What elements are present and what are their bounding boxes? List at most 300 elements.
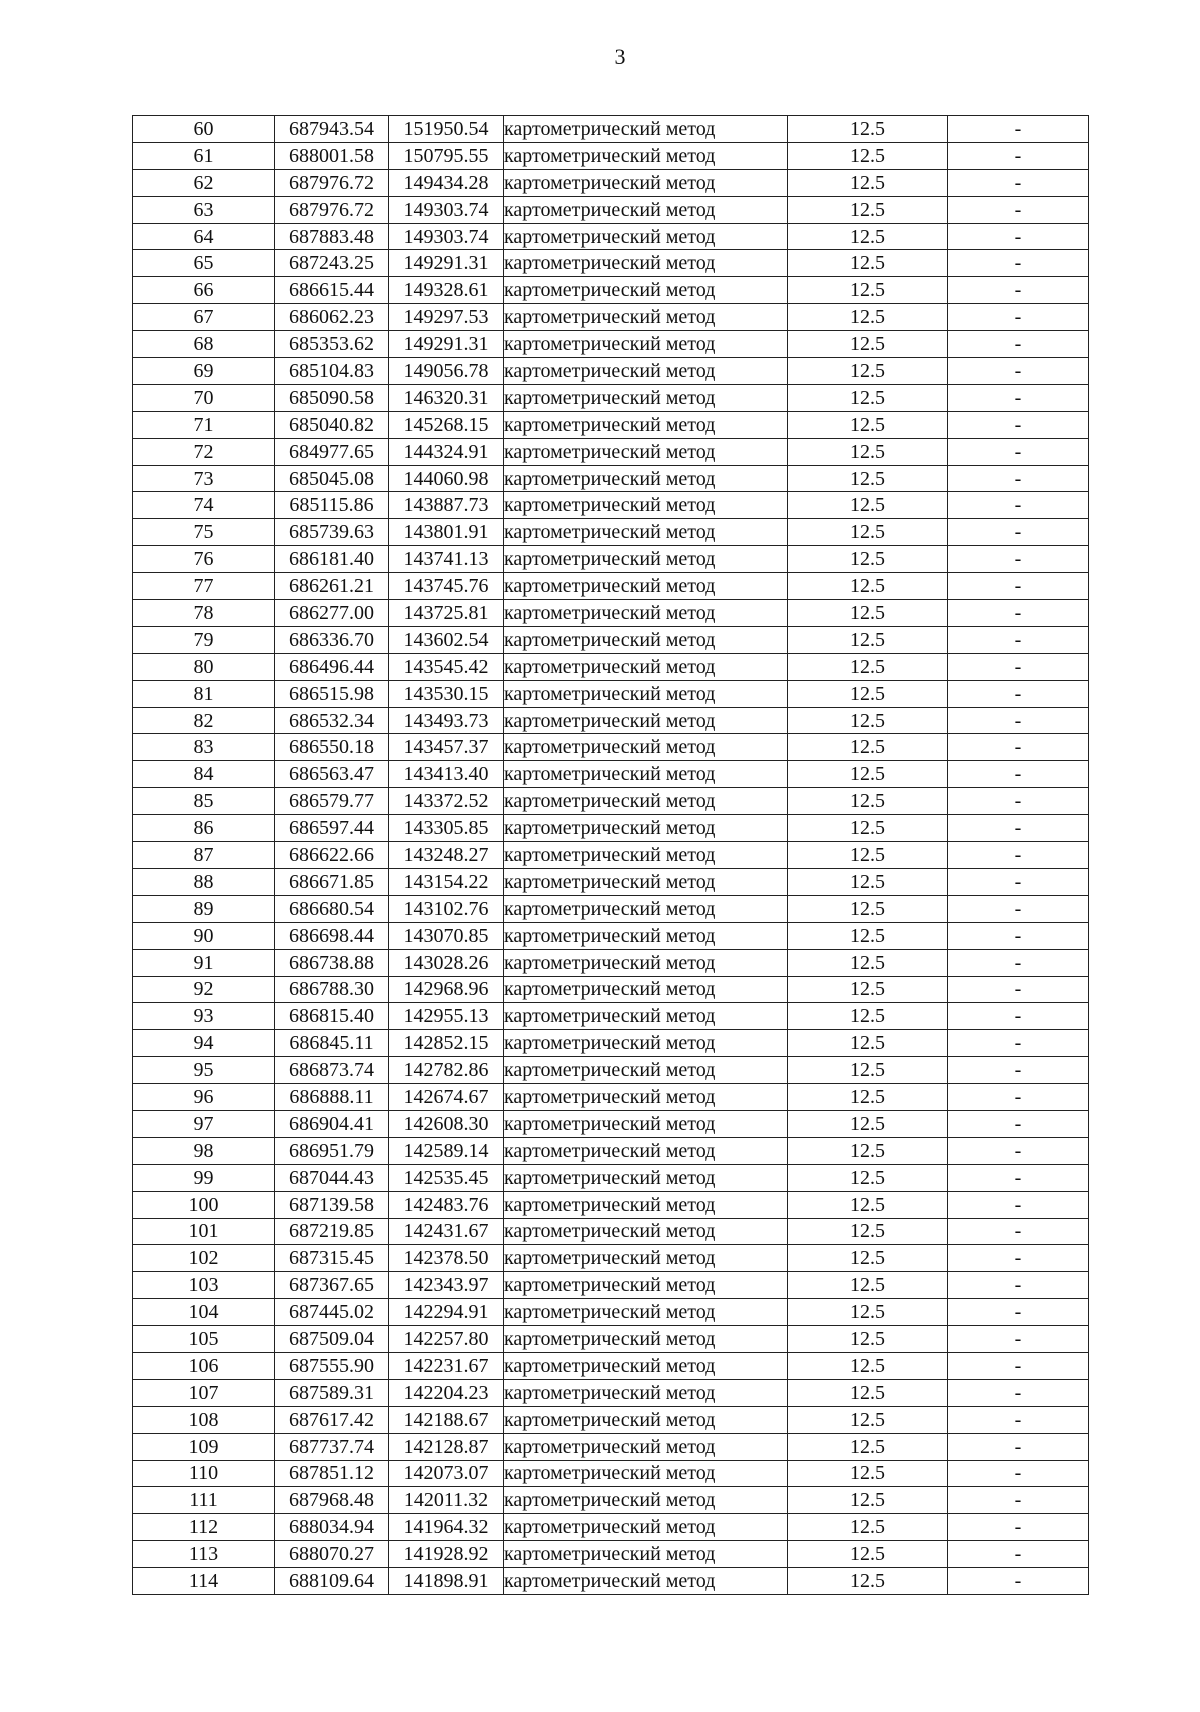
accuracy-cell: 12.5 [788, 223, 948, 250]
x-coordinate-cell: 687589.31 [275, 1379, 389, 1406]
accuracy-cell: 12.5 [788, 1379, 948, 1406]
y-coordinate-cell: 142483.76 [389, 1191, 504, 1218]
table-row [133, 1057, 1089, 1084]
point-number-cell: 102 [133, 1245, 275, 1272]
method-cell: картометрический метод [504, 1191, 788, 1218]
description-cell: - [948, 1433, 1089, 1460]
y-coordinate-cell: 142431.67 [389, 1218, 504, 1245]
point-number-cell: 103 [133, 1272, 275, 1299]
method-cell: картометрический метод [504, 734, 788, 761]
table-row [133, 868, 1089, 895]
description-cell: - [948, 949, 1089, 976]
accuracy-cell: 12.5 [788, 465, 948, 492]
y-coordinate-cell: 142204.23 [389, 1379, 504, 1406]
accuracy-cell: 12.5 [788, 1299, 948, 1326]
description-cell: - [948, 1030, 1089, 1057]
table-row [133, 707, 1089, 734]
table-row [133, 922, 1089, 949]
point-number-cell: 78 [133, 600, 275, 627]
point-number-cell: 95 [133, 1057, 275, 1084]
x-coordinate-cell: 686550.18 [275, 734, 389, 761]
accuracy-cell: 12.5 [788, 1218, 948, 1245]
table-row [133, 1514, 1089, 1541]
x-coordinate-cell: 687968.48 [275, 1487, 389, 1514]
method-cell: картометрический метод [504, 680, 788, 707]
table-row [133, 116, 1089, 143]
method-cell: картометрический метод [504, 358, 788, 385]
table-row [133, 1568, 1089, 1595]
accuracy-cell: 12.5 [788, 653, 948, 680]
accuracy-cell: 12.5 [788, 438, 948, 465]
method-cell: картометрический метод [504, 1460, 788, 1487]
method-cell: картометрический метод [504, 1514, 788, 1541]
accuracy-cell: 12.5 [788, 1084, 948, 1111]
method-cell: картометрический метод [504, 1406, 788, 1433]
accuracy-cell: 12.5 [788, 842, 948, 869]
y-coordinate-cell: 142294.91 [389, 1299, 504, 1326]
method-cell: картометрический метод [504, 250, 788, 277]
y-coordinate-cell: 142608.30 [389, 1110, 504, 1137]
point-number-cell: 87 [133, 842, 275, 869]
x-coordinate-cell: 686904.41 [275, 1110, 389, 1137]
y-coordinate-cell: 142011.32 [389, 1487, 504, 1514]
y-coordinate-cell: 142378.50 [389, 1245, 504, 1272]
accuracy-cell: 12.5 [788, 626, 948, 653]
method-cell: картометрический метод [504, 1379, 788, 1406]
x-coordinate-cell: 686579.77 [275, 788, 389, 815]
x-coordinate-cell: 687219.85 [275, 1218, 389, 1245]
accuracy-cell: 12.5 [788, 1003, 948, 1030]
description-cell: - [948, 1191, 1089, 1218]
y-coordinate-cell: 143725.81 [389, 600, 504, 627]
coordinates-table [132, 115, 1089, 1595]
method-cell: картометрический метод [504, 922, 788, 949]
y-coordinate-cell: 149291.31 [389, 250, 504, 277]
x-coordinate-cell: 686597.44 [275, 815, 389, 842]
description-cell: - [948, 250, 1089, 277]
method-cell: картометрический метод [504, 1110, 788, 1137]
table-row [133, 842, 1089, 869]
x-coordinate-cell: 686671.85 [275, 868, 389, 895]
description-cell: - [948, 1164, 1089, 1191]
y-coordinate-cell: 149291.31 [389, 331, 504, 358]
method-cell: картометрический метод [504, 1245, 788, 1272]
method-cell: картометрический метод [504, 1137, 788, 1164]
accuracy-cell: 12.5 [788, 142, 948, 169]
point-number-cell: 108 [133, 1406, 275, 1433]
description-cell: - [948, 1406, 1089, 1433]
description-cell: - [948, 626, 1089, 653]
table-row [133, 331, 1089, 358]
y-coordinate-cell: 143413.40 [389, 761, 504, 788]
y-coordinate-cell: 149328.61 [389, 277, 504, 304]
point-number-cell: 81 [133, 680, 275, 707]
y-coordinate-cell: 144324.91 [389, 438, 504, 465]
accuracy-cell: 12.5 [788, 1460, 948, 1487]
description-cell: - [948, 1084, 1089, 1111]
description-cell: - [948, 358, 1089, 385]
y-coordinate-cell: 142231.67 [389, 1352, 504, 1379]
y-coordinate-cell: 145268.15 [389, 411, 504, 438]
point-number-cell: 89 [133, 895, 275, 922]
method-cell: картометрический метод [504, 277, 788, 304]
accuracy-cell: 12.5 [788, 411, 948, 438]
y-coordinate-cell: 149303.74 [389, 223, 504, 250]
description-cell: - [948, 1299, 1089, 1326]
y-coordinate-cell: 142955.13 [389, 1003, 504, 1030]
point-number-cell: 111 [133, 1487, 275, 1514]
method-cell: картометрический метод [504, 546, 788, 573]
point-number-cell: 71 [133, 411, 275, 438]
accuracy-cell: 12.5 [788, 1514, 948, 1541]
method-cell: картометрический метод [504, 1084, 788, 1111]
x-coordinate-cell: 686181.40 [275, 546, 389, 573]
method-cell: картометрический метод [504, 223, 788, 250]
x-coordinate-cell: 688001.58 [275, 142, 389, 169]
y-coordinate-cell: 143602.54 [389, 626, 504, 653]
y-coordinate-cell: 143154.22 [389, 868, 504, 895]
y-coordinate-cell: 149303.74 [389, 196, 504, 223]
description-cell: - [948, 1326, 1089, 1353]
accuracy-cell: 12.5 [788, 1433, 948, 1460]
description-cell: - [948, 761, 1089, 788]
table-row [133, 1030, 1089, 1057]
point-number-cell: 98 [133, 1137, 275, 1164]
accuracy-cell: 12.5 [788, 734, 948, 761]
description-cell: - [948, 411, 1089, 438]
description-cell: - [948, 492, 1089, 519]
point-number-cell: 77 [133, 573, 275, 600]
table-row [133, 1352, 1089, 1379]
method-cell: картометрический метод [504, 169, 788, 196]
table-row [133, 1003, 1089, 1030]
accuracy-cell: 12.5 [788, 868, 948, 895]
x-coordinate-cell: 685739.63 [275, 519, 389, 546]
x-coordinate-cell: 687445.02 [275, 1299, 389, 1326]
method-cell: картометрический метод [504, 1326, 788, 1353]
table-row [133, 815, 1089, 842]
y-coordinate-cell: 142535.45 [389, 1164, 504, 1191]
y-coordinate-cell: 143741.13 [389, 546, 504, 573]
point-number-cell: 113 [133, 1541, 275, 1568]
method-cell: картометрический метод [504, 842, 788, 869]
description-cell: - [948, 734, 1089, 761]
description-cell: - [948, 1003, 1089, 1030]
point-number-cell: 88 [133, 868, 275, 895]
x-coordinate-cell: 686496.44 [275, 653, 389, 680]
description-cell: - [948, 196, 1089, 223]
description-cell: - [948, 976, 1089, 1003]
description-cell: - [948, 707, 1089, 734]
x-coordinate-cell: 685045.08 [275, 465, 389, 492]
y-coordinate-cell: 142257.80 [389, 1326, 504, 1353]
accuracy-cell: 12.5 [788, 116, 948, 143]
accuracy-cell: 12.5 [788, 1191, 948, 1218]
description-cell: - [948, 1352, 1089, 1379]
x-coordinate-cell: 686261.21 [275, 573, 389, 600]
point-number-cell: 85 [133, 788, 275, 815]
point-number-cell: 79 [133, 626, 275, 653]
table-row [133, 1406, 1089, 1433]
table-row [133, 546, 1089, 573]
point-number-cell: 114 [133, 1568, 275, 1595]
description-cell: - [948, 304, 1089, 331]
method-cell: картометрический метод [504, 653, 788, 680]
table-row [133, 384, 1089, 411]
point-number-cell: 76 [133, 546, 275, 573]
accuracy-cell: 12.5 [788, 358, 948, 385]
description-cell: - [948, 223, 1089, 250]
description-cell: - [948, 600, 1089, 627]
x-coordinate-cell: 685040.82 [275, 411, 389, 438]
x-coordinate-cell: 686336.70 [275, 626, 389, 653]
description-cell: - [948, 384, 1089, 411]
x-coordinate-cell: 686888.11 [275, 1084, 389, 1111]
method-cell: картометрический метод [504, 707, 788, 734]
point-number-cell: 104 [133, 1299, 275, 1326]
description-cell: - [948, 1379, 1089, 1406]
point-number-cell: 64 [133, 223, 275, 250]
x-coordinate-cell: 688109.64 [275, 1568, 389, 1595]
accuracy-cell: 12.5 [788, 1326, 948, 1353]
y-coordinate-cell: 143102.76 [389, 895, 504, 922]
table-row [133, 734, 1089, 761]
table-row [133, 223, 1089, 250]
method-cell: картометрический метод [504, 1352, 788, 1379]
y-coordinate-cell: 141964.32 [389, 1514, 504, 1541]
table-row [133, 1487, 1089, 1514]
point-number-cell: 84 [133, 761, 275, 788]
accuracy-cell: 12.5 [788, 788, 948, 815]
x-coordinate-cell: 687367.65 [275, 1272, 389, 1299]
table-row [133, 788, 1089, 815]
table-row [133, 600, 1089, 627]
y-coordinate-cell: 143248.27 [389, 842, 504, 869]
table-row [133, 277, 1089, 304]
accuracy-cell: 12.5 [788, 519, 948, 546]
coordinates-table-body [133, 116, 1089, 1595]
y-coordinate-cell: 141928.92 [389, 1541, 504, 1568]
method-cell: картометрический метод [504, 1164, 788, 1191]
y-coordinate-cell: 143372.52 [389, 788, 504, 815]
method-cell: картометрический метод [504, 1299, 788, 1326]
accuracy-cell: 12.5 [788, 1352, 948, 1379]
table-row [133, 1379, 1089, 1406]
table-row [133, 895, 1089, 922]
point-number-cell: 101 [133, 1218, 275, 1245]
x-coordinate-cell: 688070.27 [275, 1541, 389, 1568]
y-coordinate-cell: 142852.15 [389, 1030, 504, 1057]
method-cell: картометрический метод [504, 492, 788, 519]
table-row [133, 358, 1089, 385]
description-cell: - [948, 277, 1089, 304]
table-row [133, 196, 1089, 223]
accuracy-cell: 12.5 [788, 546, 948, 573]
table-row [133, 626, 1089, 653]
method-cell: картометрический метод [504, 116, 788, 143]
description-cell: - [948, 1110, 1089, 1137]
point-number-cell: 60 [133, 116, 275, 143]
point-number-cell: 97 [133, 1110, 275, 1137]
accuracy-cell: 12.5 [788, 1272, 948, 1299]
description-cell: - [948, 1272, 1089, 1299]
point-number-cell: 69 [133, 358, 275, 385]
method-cell: картометрический метод [504, 519, 788, 546]
table-row [133, 1218, 1089, 1245]
table-row [133, 1326, 1089, 1353]
accuracy-cell: 12.5 [788, 196, 948, 223]
x-coordinate-cell: 688034.94 [275, 1514, 389, 1541]
table-row [133, 465, 1089, 492]
accuracy-cell: 12.5 [788, 1164, 948, 1191]
accuracy-cell: 12.5 [788, 331, 948, 358]
point-number-cell: 75 [133, 519, 275, 546]
page-number: 3 [614, 44, 626, 69]
x-coordinate-cell: 687737.74 [275, 1433, 389, 1460]
accuracy-cell: 12.5 [788, 169, 948, 196]
x-coordinate-cell: 687315.45 [275, 1245, 389, 1272]
y-coordinate-cell: 149056.78 [389, 358, 504, 385]
accuracy-cell: 12.5 [788, 573, 948, 600]
x-coordinate-cell: 687943.54 [275, 116, 389, 143]
accuracy-cell: 12.5 [788, 922, 948, 949]
y-coordinate-cell: 149434.28 [389, 169, 504, 196]
x-coordinate-cell: 685090.58 [275, 384, 389, 411]
point-number-cell: 82 [133, 707, 275, 734]
accuracy-cell: 12.5 [788, 949, 948, 976]
description-cell: - [948, 519, 1089, 546]
x-coordinate-cell: 686845.11 [275, 1030, 389, 1057]
table-row [133, 573, 1089, 600]
table-row [133, 976, 1089, 1003]
x-coordinate-cell: 687851.12 [275, 1460, 389, 1487]
method-cell: картометрический метод [504, 1218, 788, 1245]
accuracy-cell: 12.5 [788, 1030, 948, 1057]
y-coordinate-cell: 143028.26 [389, 949, 504, 976]
description-cell: - [948, 573, 1089, 600]
point-number-cell: 80 [133, 653, 275, 680]
accuracy-cell: 12.5 [788, 384, 948, 411]
y-coordinate-cell: 150795.55 [389, 142, 504, 169]
table-row [133, 169, 1089, 196]
y-coordinate-cell: 142128.87 [389, 1433, 504, 1460]
x-coordinate-cell: 686062.23 [275, 304, 389, 331]
accuracy-cell: 12.5 [788, 1137, 948, 1164]
method-cell: картометрический метод [504, 761, 788, 788]
y-coordinate-cell: 143530.15 [389, 680, 504, 707]
y-coordinate-cell: 146320.31 [389, 384, 504, 411]
x-coordinate-cell: 685115.86 [275, 492, 389, 519]
y-coordinate-cell: 143305.85 [389, 815, 504, 842]
accuracy-cell: 12.5 [788, 1057, 948, 1084]
y-coordinate-cell: 143801.91 [389, 519, 504, 546]
point-number-cell: 83 [133, 734, 275, 761]
description-cell: - [948, 546, 1089, 573]
description-cell: - [948, 1218, 1089, 1245]
y-coordinate-cell: 141898.91 [389, 1568, 504, 1595]
description-cell: - [948, 1245, 1089, 1272]
x-coordinate-cell: 687883.48 [275, 223, 389, 250]
point-number-cell: 99 [133, 1164, 275, 1191]
method-cell: картометрический метод [504, 1568, 788, 1595]
point-number-cell: 107 [133, 1379, 275, 1406]
point-number-cell: 112 [133, 1514, 275, 1541]
x-coordinate-cell: 686698.44 [275, 922, 389, 949]
accuracy-cell: 12.5 [788, 680, 948, 707]
accuracy-cell: 12.5 [788, 761, 948, 788]
table-row [133, 1460, 1089, 1487]
point-number-cell: 63 [133, 196, 275, 223]
accuracy-cell: 12.5 [788, 815, 948, 842]
x-coordinate-cell: 686622.66 [275, 842, 389, 869]
method-cell: картометрический метод [504, 626, 788, 653]
point-number-cell: 74 [133, 492, 275, 519]
method-cell: картометрический метод [504, 465, 788, 492]
description-cell: - [948, 922, 1089, 949]
point-number-cell: 106 [133, 1352, 275, 1379]
table-row [133, 250, 1089, 277]
description-cell: - [948, 116, 1089, 143]
method-cell: картометрический метод [504, 815, 788, 842]
description-cell: - [948, 1137, 1089, 1164]
x-coordinate-cell: 686277.00 [275, 600, 389, 627]
y-coordinate-cell: 142589.14 [389, 1137, 504, 1164]
y-coordinate-cell: 143887.73 [389, 492, 504, 519]
method-cell: картометрический метод [504, 573, 788, 600]
point-number-cell: 70 [133, 384, 275, 411]
description-cell: - [948, 1460, 1089, 1487]
point-number-cell: 105 [133, 1326, 275, 1353]
x-coordinate-cell: 686815.40 [275, 1003, 389, 1030]
point-number-cell: 73 [133, 465, 275, 492]
description-cell: - [948, 653, 1089, 680]
x-coordinate-cell: 687044.43 [275, 1164, 389, 1191]
x-coordinate-cell: 687139.58 [275, 1191, 389, 1218]
description-cell: - [948, 142, 1089, 169]
y-coordinate-cell: 143545.42 [389, 653, 504, 680]
table-row [133, 680, 1089, 707]
table-row [133, 142, 1089, 169]
description-cell: - [948, 1487, 1089, 1514]
point-number-cell: 90 [133, 922, 275, 949]
description-cell: - [948, 331, 1089, 358]
method-cell: картометрический метод [504, 1057, 788, 1084]
method-cell: картометрический метод [504, 976, 788, 1003]
point-number-cell: 66 [133, 277, 275, 304]
point-number-cell: 61 [133, 142, 275, 169]
method-cell: картометрический метод [504, 600, 788, 627]
point-number-cell: 67 [133, 304, 275, 331]
point-number-cell: 68 [133, 331, 275, 358]
y-coordinate-cell: 143745.76 [389, 573, 504, 600]
method-cell: картометрический метод [504, 196, 788, 223]
x-coordinate-cell: 684977.65 [275, 438, 389, 465]
point-number-cell: 109 [133, 1433, 275, 1460]
x-coordinate-cell: 687509.04 [275, 1326, 389, 1353]
method-cell: картометрический метод [504, 1541, 788, 1568]
method-cell: картометрический метод [504, 142, 788, 169]
table-row [133, 492, 1089, 519]
y-coordinate-cell: 149297.53 [389, 304, 504, 331]
y-coordinate-cell: 144060.98 [389, 465, 504, 492]
accuracy-cell: 12.5 [788, 1406, 948, 1433]
table-row [133, 1272, 1089, 1299]
x-coordinate-cell: 686615.44 [275, 277, 389, 304]
method-cell: картометрический метод [504, 411, 788, 438]
point-number-cell: 65 [133, 250, 275, 277]
accuracy-cell: 12.5 [788, 277, 948, 304]
point-number-cell: 94 [133, 1030, 275, 1057]
